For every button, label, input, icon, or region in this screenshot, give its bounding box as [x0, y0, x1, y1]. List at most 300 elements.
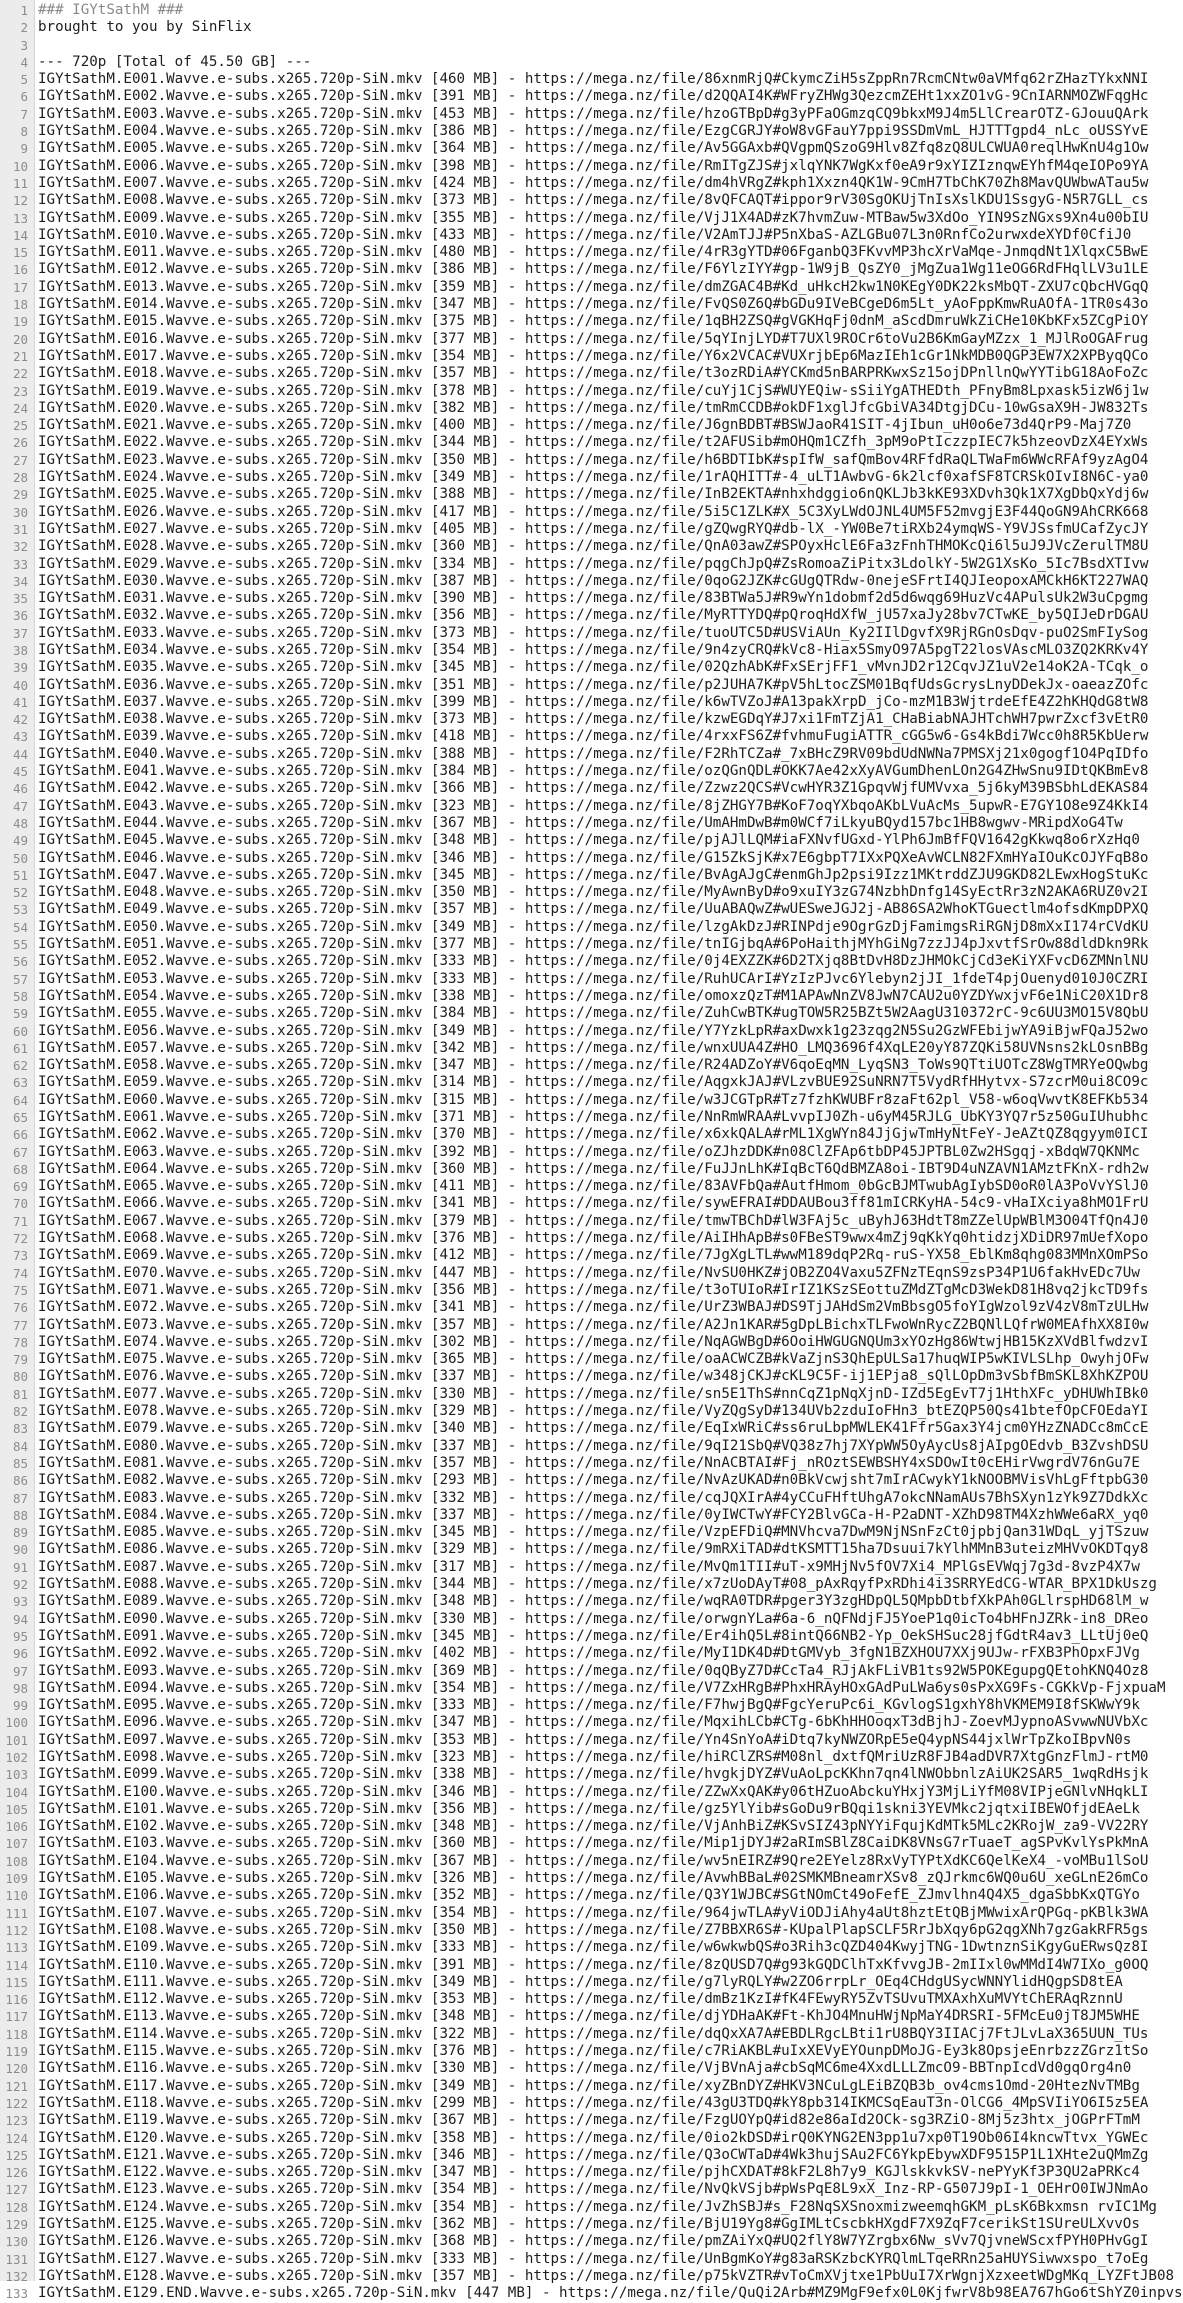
- text-line[interactable]: [0, 1472, 1173, 1489]
- text-line[interactable]: [0, 2268, 1173, 2285]
- line-text[interactable]: IGYtSathM.E014.Wavve.e-subs.x265.720p-SiN.mkv [347 MB] - https://mega.nz/file/FvQS0Z6Q#bGDu9IVeBCgeD6m5Lt_yAoFppKmwRuAOfA-1TR0s43o: [38, 296, 1149, 313]
- text-line[interactable]: [0, 1490, 1173, 1507]
- text-line[interactable]: [0, 2164, 1173, 2181]
- line-number: 111: [5, 1905, 28, 1921]
- text-line[interactable]: [0, 210, 1173, 227]
- text-line[interactable]: [0, 175, 1173, 192]
- text-line[interactable]: [0, 1195, 1173, 1212]
- text-line[interactable]: [0, 1835, 1173, 1852]
- text-line[interactable]: [0, 1265, 1173, 1282]
- text-line[interactable]: [0, 383, 1173, 400]
- line-text[interactable]: IGYtSathM.E120.Wavve.e-subs.x265.720p-SiN.mkv [358 MB] - https://mega.nz/file/0io2kDSD#irQ0KYNG2EN3pp1u7xp0T19Ob06I4kncwTtvx_YGWEc: [38, 2129, 1149, 2146]
- text-line[interactable]: [0, 417, 1173, 434]
- line-text[interactable]: IGYtSathM.E006.Wavve.e-subs.x265.720p-SiN.mkv [398 MB] - https://mega.nz/file/RmITgZJS#jxlqYNK7WgKxf0eA9r9xYIZIznqwEYhfM4qeIOPo9YA: [38, 157, 1149, 174]
- line-text[interactable]: IGYtSathM.E052.Wavve.e-subs.x265.720p-SiN.mkv [333 MB] - https://mega.nz/file/0j4EXZZK#6D2TXjq8BtDvH8DzJHMOkCjCd3eKiYXFvcD6ZMNnlNU: [38, 953, 1149, 970]
- line-text[interactable]: IGYtSathM.E119.Wavve.e-subs.x265.720p-SiN.mkv [367 MB] - https://mega.nz/file/FzgUOYpQ#id82e86aId2OCk-sg3RZiO-8Mj5z3htx_jOGPrFTmM: [38, 2112, 1140, 2129]
- text-line[interactable]: [0, 607, 1173, 624]
- line-number: 13: [12, 210, 28, 226]
- line-text[interactable]: IGYtSathM.E127.Wavve.e-subs.x265.720p-SiN.mkv [333 MB] - https://mega.nz/file/UnBgmKoY#g83aRSKzbcKYRQlmLTqeRRn25aHUYSiwwxspo_t7oEg: [38, 2250, 1149, 2267]
- text-line[interactable]: [0, 2216, 1173, 2233]
- text-line[interactable]: [0, 901, 1173, 918]
- line-text[interactable]: IGYtSathM.E049.Wavve.e-subs.x265.720p-SiN.mkv [357 MB] - https://mega.nz/file/UuABAQwZ#wUESweJGJ2j-AB86SA2WhoKTGuectlm4ofsdKmpDPXQ: [38, 901, 1149, 918]
- line-text[interactable]: IGYtSathM.E058.Wavve.e-subs.x265.720p-SiN.mkv [347 MB] - https://mega.nz/file/R24ADZoY#V6qoEqMN_LyqSN3_ToWs9QTtiUOTcZ8WgTMRYeOQwbg: [38, 1057, 1149, 1074]
- text-line[interactable]: [0, 1870, 1173, 1887]
- line-number: 42: [12, 712, 28, 728]
- line-number: 25: [12, 418, 28, 434]
- line-text[interactable]: IGYtSathM.E104.Wavve.e-subs.x265.720p-SiN.mkv [367 MB] - https://mega.nz/file/wv5nEIRZ#9Qre2EYelz8RxVyTYPtXdKC6QelKeX4_-voMBu1lSoU: [38, 1852, 1149, 1869]
- line-text[interactable]: IGYtSathM.E037.Wavve.e-subs.x265.720p-SiN.mkv [399 MB] - https://mega.nz/file/k6wTVZoJ#A13pakXrpD_jCo-mzM1B3WjtrdeEfE4Z2hKHQdG8tW8: [38, 693, 1149, 710]
- line-text[interactable]: IGYtSathM.E043.Wavve.e-subs.x265.720p-SiN.mkv [323 MB] - https://mega.nz/file/8jZHGY7B#KoF7oqYXbqoAKbLVuAcMs_5upwR-E7GY1O8e9Z4KkI4: [38, 797, 1149, 814]
- line-text[interactable]: IGYtSathM.E121.Wavve.e-subs.x265.720p-SiN.mkv [346 MB] - https://mega.nz/file/Q3oCWTaD#4Wk3hujSAu2FC6YkpEbywXDF9515P1L1XHte2uQMmZg: [38, 2146, 1149, 2163]
- line-text[interactable]: IGYtSathM.E056.Wavve.e-subs.x265.720p-SiN.mkv [349 MB] - https://mega.nz/file/Y7YzkLpR#axDwxk1g23zqg2N5Su2GzWFEbijwYA9iBjwFQaJ52wo: [38, 1022, 1149, 1039]
- text-line[interactable]: [0, 832, 1173, 849]
- line-number: 58: [12, 988, 28, 1004]
- line-text[interactable]: IGYtSathM.E053.Wavve.e-subs.x265.720p-SiN.mkv [333 MB] - https://mega.nz/file/RuhUCArI#YzIzPJvc6Ylebyn2jJI_1fdeT4pjOuenyd010J0CZRI: [38, 970, 1149, 987]
- text-line[interactable]: [0, 2112, 1173, 2129]
- text-line[interactable]: [0, 988, 1173, 1005]
- line-text[interactable]: IGYtSathM.E022.Wavve.e-subs.x265.720p-SiN.mkv [344 MB] - https://mega.nz/file/t2AFUSib#mOHQm1CZfh_3pM9oPtIczzpIEC7k5hzeovDzX4EYxWs: [38, 434, 1149, 451]
- line-number: 121: [5, 2078, 28, 2094]
- line-text[interactable]: IGYtSathM.E013.Wavve.e-subs.x265.720p-SiN.mkv [359 MB] - https://mega.nz/file/dmZGAC4B#Kd_uHkcH2kw1N0KEgY0DK22ksMbQT-ZXU7cQbcHVGqQ: [38, 278, 1149, 295]
- line-text[interactable]: IGYtSathM.E017.Wavve.e-subs.x265.720p-SiN.mkv [354 MB] - https://mega.nz/file/Y6x2VCAC#VUXrjbEp6MazIEh1cGr1NkMDB0QGP3EW7X2XPByqQCo: [38, 347, 1149, 364]
- line-text[interactable]: IGYtSathM.E129.END.Wavve.e-subs.x265.720p-SiN.mkv [447 MB] - https://mega.nz/file/QuQi2Arb#MZ9MgF9efx0L0KjfwrV8b98EA767hGo6tShYZ0inpvs: [38, 2285, 1183, 2302]
- text-line[interactable]: [0, 1541, 1173, 1558]
- line-text[interactable]: IGYtSathM.E073.Wavve.e-subs.x265.720p-SiN.mkv [357 MB] - https://mega.nz/file/A2Jn1KAR#5gDpLBichxTLFwoWnRycZ2BQNlLQfrW0MEAfhXX8I0w: [38, 1316, 1149, 1333]
- text-line[interactable]: [0, 1714, 1173, 1731]
- line-text[interactable]: IGYtSathM.E051.Wavve.e-subs.x265.720p-SiN.mkv [377 MB] - https://mega.nz/file/tnIGjbqA#6PoHaithjMYhGiNg7zzJJ4pJxvtfSrOw88dldDkn9Rk: [38, 936, 1149, 953]
- text-line[interactable]: [0, 123, 1173, 140]
- text-line[interactable]: [0, 538, 1173, 555]
- line-text[interactable]: IGYtSathM.E089.Wavve.e-subs.x265.720p-SiN.mkv [348 MB] - https://mega.nz/file/wqRA0TDR#pger3Y3zgHDpQL5QMpbDtbfXkPAh0GLlrspHD68lM_w: [38, 1593, 1149, 1610]
- line-text[interactable]: IGYtSathM.E011.Wavve.e-subs.x265.720p-SiN.mkv [480 MB] - https://mega.nz/file/4rR3gYTD#06FganbQ3FKvvMP3hcXrVaMqe-JnmqdNt1XlqxC5BwE: [38, 244, 1149, 261]
- line-text[interactable]: IGYtSathM.E045.Wavve.e-subs.x265.720p-SiN.mkv [348 MB] - https://mega.nz/file/pjAJlLQM#iaFXNvfUGxd-YlPh6JmBfFQV1642gKkwq8o6rXzHq0: [38, 832, 1140, 849]
- text-line[interactable]: [0, 348, 1173, 365]
- text-line[interactable]: [0, 625, 1173, 642]
- line-text[interactable]: IGYtSathM.E039.Wavve.e-subs.x265.720p-SiN.mkv [418 MB] - https://mega.nz/file/4rxxFS6Z#fvhmuFugiATTR_cGG5w6-Gs4kBdi7Wcc0h8R5KbUerw: [38, 728, 1149, 745]
- line-number: 19: [12, 314, 28, 330]
- line-text[interactable]: IGYtSathM.E067.Wavve.e-subs.x265.720p-SiN.mkv [379 MB] - https://mega.nz/file/tmwTBChD#lW3FAj5c_uByhJ63HdtT8mZZelUpWBlM3O04TfQn4J0: [38, 1212, 1149, 1229]
- line-text[interactable]: IGYtSathM.E091.Wavve.e-subs.x265.720p-SiN.mkv [345 MB] - https://mega.nz/file/Er4ihQ5L#8intQ66NB2-Yp_OekSHSuc28jfGdtR4av3_LLtUj0eQ: [38, 1627, 1149, 1644]
- text-line[interactable]: [0, 2043, 1173, 2060]
- line-text[interactable]: IGYtSathM.E110.Wavve.e-subs.x265.720p-SiN.mkv [391 MB] - https://mega.nz/file/8zQUSD7Q#g93kGQDClhTxKfvvgJB-2mIIxl0wMMdI4W7IXo_g0OQ: [38, 1956, 1149, 1973]
- text-line[interactable]: [0, 1887, 1173, 1904]
- line-number: 133: [5, 2286, 28, 2302]
- text-line[interactable]: [0, 1005, 1173, 1022]
- line-number: 106: [5, 1819, 28, 1835]
- text-line[interactable]: [0, 1611, 1173, 1628]
- line-number: 3: [20, 37, 28, 53]
- line-text[interactable]: IGYtSathM.E087.Wavve.e-subs.x265.720p-SiN.mkv [317 MB] - https://mega.nz/file/MvQm1TII#uT-x9MHjNv5fOV7Xi4_MPlGsEVWqj7g3d-8vzP4X7w: [38, 1558, 1140, 1575]
- text-line[interactable]: [0, 434, 1173, 451]
- line-text[interactable]: IGYtSathM.E060.Wavve.e-subs.x265.720p-SiN.mkv [315 MB] - https://mega.nz/file/w3JCGTpR#Tz7fzhKWUBFr8zaFt62pl_V58-w6oqVwvtK8EFKb534: [38, 1091, 1149, 1108]
- text-line[interactable]: [0, 2, 1173, 19]
- line-text[interactable]: IGYtSathM.E033.Wavve.e-subs.x265.720p-SiN.mkv [373 MB] - https://mega.nz/file/tuoUTC5D#USViAUn_Ky2IIlDgvfX9RjRGnOsDqv-puO2SmFIySog: [38, 624, 1149, 641]
- line-text[interactable]: IGYtSathM.E001.Wavve.e-subs.x265.720p-SiN.mkv [460 MB] - https://mega.nz/file/86xnmRjQ#CkymcZiH5sZppRn7RcmCNtw0aVMfq62rZHazTYkxNNI: [38, 71, 1149, 88]
- line-text[interactable]: IGYtSathM.E099.Wavve.e-subs.x265.720p-SiN.mkv [338 MB] - https://mega.nz/file/hvgkjDYZ#VuAoLpcKKhn7qn4lNWObbnlzAiUK2SAR5_1wqRdHsjk: [38, 1766, 1149, 1783]
- line-text[interactable]: IGYtSathM.E064.Wavve.e-subs.x265.720p-SiN.mkv [360 MB] - https://mega.nz/file/FuJJnLhK#IqBcT6QdBMZA8oi-IBT9D4uNZAVN1AMztFKnX-rdh2w: [38, 1160, 1149, 1177]
- text-line[interactable]: [0, 850, 1173, 867]
- line-text[interactable]: IGYtSathM.E008.Wavve.e-subs.x265.720p-SiN.mkv [373 MB] - https://mega.nz/file/8vQFCAQT#ippor9rV30SgOKUjTnIsXslKDU1SsgyG-N5R7GLL_cs: [38, 192, 1149, 209]
- line-text[interactable]: IGYtSathM.E079.Wavve.e-subs.x265.720p-SiN.mkv [340 MB] - https://mega.nz/file/EqIxWRiC#ss6ruLbpMWLEK41Ffr5Gax3Y4jcm0YHzZNADCc8mCcE: [38, 1420, 1149, 1437]
- line-number: 8: [20, 124, 28, 140]
- line-text[interactable]: IGYtSathM.E126.Wavve.e-subs.x265.720p-SiN.mkv [368 MB] - https://mega.nz/file/pmZAiYxQ#UQ2flY8W7YZrgbx6Nw_sVv7QjvneWScxfPYH0PHvGgI: [38, 2233, 1149, 2250]
- text-line[interactable]: [0, 746, 1173, 763]
- text-line[interactable]: [0, 279, 1173, 296]
- text-line[interactable]: [0, 244, 1173, 261]
- text-line[interactable]: [0, 659, 1173, 676]
- line-text[interactable]: IGYtSathM.E068.Wavve.e-subs.x265.720p-SiN.mkv [376 MB] - https://mega.nz/file/AiIHhApB#s0FBeST9wwx4mZj9qKkYq0htidzjXDiDR97mUefXopo: [38, 1230, 1149, 1247]
- line-number: 27: [12, 452, 28, 468]
- text-line[interactable]: [0, 365, 1173, 382]
- text-line[interactable]: [0, 1576, 1173, 1593]
- text-line[interactable]: [0, 953, 1173, 970]
- text-line[interactable]: [0, 1057, 1173, 1074]
- line-text[interactable]: IGYtSathM.E069.Wavve.e-subs.x265.720p-SiN.mkv [412 MB] - https://mega.nz/file/7JgXgLTL#wwM189dqP2Rq-ruS-YX58_EblKm8qhg083MMnXOmPSo: [38, 1247, 1149, 1264]
- text-line[interactable]: [0, 140, 1173, 157]
- text-line[interactable]: [0, 1991, 1173, 2008]
- line-text[interactable]: IGYtSathM.E034.Wavve.e-subs.x265.720p-SiN.mkv [354 MB] - https://mega.nz/file/9n4zyCRQ#kVc8-Hiax5SmyO97A5pgT22losVAscMLO3ZQ2KRKv4Y: [38, 641, 1149, 658]
- text-line[interactable]: [0, 19, 1173, 36]
- text-line[interactable]: [0, 521, 1173, 538]
- text-line[interactable]: [0, 1161, 1173, 1178]
- text-line[interactable]: [0, 106, 1173, 123]
- text-line[interactable]: [0, 573, 1173, 590]
- line-text[interactable]: IGYtSathM.E061.Wavve.e-subs.x265.720p-SiN.mkv [371 MB] - https://mega.nz/file/NnRmWRAA#LvvpIJ0Zh-u6yM45RJLG_UbKY3YQ7r5z50GuIUhubhc: [38, 1109, 1149, 1125]
- text-line[interactable]: [0, 1645, 1173, 1662]
- text-line[interactable]: [0, 331, 1173, 348]
- line-text[interactable]: IGYtSathM.E062.Wavve.e-subs.x265.720p-SiN.mkv [370 MB] - https://mega.nz/file/x6xkQALA#rML1XgWYn84JjGjwTmHyNtFeY-JeAZtQZ8qgyym0ICI: [38, 1126, 1149, 1143]
- text-line[interactable]: [0, 556, 1173, 573]
- line-text[interactable]: IGYtSathM.E078.Wavve.e-subs.x265.720p-SiN.mkv [329 MB] - https://mega.nz/file/VyZQgSyD#134UVb2zduIoFHn3_btEZQP50Qs41btefOpCFOEdaYI: [38, 1403, 1149, 1420]
- line-text[interactable]: IGYtSathM.E023.Wavve.e-subs.x265.720p-SiN.mkv [350 MB] - https://mega.nz/file/h6BDTIbK#spIfW_safQmBov4RFfdRaQLTWaFm6WWcRFAf9yzAgO4: [38, 451, 1149, 468]
- line-text[interactable]: IGYtSathM.E109.Wavve.e-subs.x265.720p-SiN.mkv [333 MB] - https://mega.nz/file/w6wkwbQS#o3Rih3cQZD404KwyjTNG-1DwtnznSiKgyGuERwsQz8I: [38, 1939, 1149, 1956]
- text-line[interactable]: [0, 1455, 1173, 1472]
- line-text[interactable]: IGYtSathM.E002.Wavve.e-subs.x265.720p-SiN.mkv [391 MB] - https://mega.nz/file/d2QQAI4K#WFryZHWg3QezcmZEHt1xxZO1vG-9CnIARNMOZWFqgHc: [38, 88, 1149, 105]
- line-text[interactable]: IGYtSathM.E054.Wavve.e-subs.x265.720p-SiN.mkv [338 MB] - https://mega.nz/file/omoxzQzT#M1APAwNnZV8JwN7CAU2u0YZDYwxjvF6e1NiC20X1Dr8: [38, 987, 1149, 1004]
- text-line[interactable]: [0, 1109, 1173, 1126]
- line-number: 35: [12, 591, 28, 607]
- text-line[interactable]: [0, 884, 1173, 901]
- text-line[interactable]: [0, 1178, 1173, 1195]
- text-line[interactable]: [0, 815, 1173, 832]
- text-line[interactable]: [0, 486, 1173, 503]
- line-text[interactable]: IGYtSathM.E112.Wavve.e-subs.x265.720p-SiN.mkv [353 MB] - https://mega.nz/file/dmBz1KzI#fK4FEwyRY5ZvTSUvuTMXAxhXuMVYtChERAqRznnU: [38, 1991, 1123, 2008]
- line-text[interactable]: IGYtSathM.E007.Wavve.e-subs.x265.720p-SiN.mkv [424 MB] - https://mega.nz/file/dm4hVRgZ#kph1Xxzn4QK1W-9CmH7TbChK70Zh8MavQUWbwATau5w: [38, 174, 1149, 191]
- line-text[interactable]: --- 720p [Total of 45.50 GB] ---: [38, 53, 312, 70]
- line-text[interactable]: IGYtSathM.E047.Wavve.e-subs.x265.720p-SiN.mkv [345 MB] - https://mega.nz/file/BvAgAJgC#enmGhJp2psi9Izz1MKtrddZJU9GKD82LEwxHogStuKc: [38, 866, 1149, 883]
- line-number: 89: [12, 1525, 28, 1541]
- line-text[interactable]: IGYtSathM.E111.Wavve.e-subs.x265.720p-SiN.mkv [349 MB] - https://mega.nz/file/g7lyRQLY#w2ZO6rrpLr_OEq4CHdgUSycWNNYlidHQgpSD8tEA: [38, 1973, 1123, 1990]
- text-line[interactable]: [0, 1524, 1173, 1541]
- line-text[interactable]: IGYtSathM.E041.Wavve.e-subs.x265.720p-SiN.mkv [384 MB] - https://mega.nz/file/ozQGnQDL#OKK7Ae42xXyAVGumDhenLOn2G4ZHwSnu9IDtQKBmEv8: [38, 763, 1149, 780]
- text-line[interactable]: [0, 1680, 1173, 1697]
- line-text[interactable]: IGYtSathM.E009.Wavve.e-subs.x265.720p-SiN.mkv [355 MB] - https://mega.nz/file/VjJ1X4AD#zK7hvmZuw-MTBaw5w3XdOo_YIN9SzNGxs9Xn4u00bIU: [38, 209, 1149, 226]
- line-text[interactable]: IGYtSathM.E117.Wavve.e-subs.x265.720p-SiN.mkv [349 MB] - https://mega.nz/file/xyZBnDYZ#HKV3NCuLgLEiBZQB3b_ov4cms1Omd-20HtezNvTMBg: [38, 2077, 1140, 2094]
- line-text[interactable]: IGYtSathM.E080.Wavve.e-subs.x265.720p-SiN.mkv [337 MB] - https://mega.nz/file/9qI21SbQ#VQ38z7hj7XYpWW5OyAycUs8jAIpgOEdvb_B3ZvshDSU: [38, 1437, 1149, 1454]
- line-text[interactable]: IGYtSathM.E123.Wavve.e-subs.x265.720p-SiN.mkv [354 MB] - https://mega.nz/file/NvQkVSjb#pWsPqE8L9xX_Inz-RP-G507J9pI-1_OEHrO0IWJNmAo: [38, 2181, 1149, 2198]
- line-text[interactable]: IGYtSathM.E015.Wavve.e-subs.x265.720p-SiN.mkv [375 MB] - https://mega.nz/file/1qBH2ZSQ#gVGKHqFj0dnM_aScdDmruWkZiCHe10KbKFx5ZCgPiOY: [38, 313, 1149, 330]
- text-line[interactable]: [0, 1092, 1173, 1109]
- text-line[interactable]: [0, 1420, 1173, 1437]
- line-text[interactable]: IGYtSathM.E090.Wavve.e-subs.x265.720p-SiN.mkv [330 MB] - https://mega.nz/file/orwgnYLa#6a-6_nQFNdjFJ5YoeP1q0icTo4bHFnJZRk-in8_DReo: [38, 1610, 1149, 1627]
- text-line[interactable]: [0, 227, 1173, 244]
- line-text[interactable]: IGYtSathM.E059.Wavve.e-subs.x265.720p-SiN.mkv [314 MB] - https://mega.nz/file/AqgxkJAJ#VLzvBUE92SuNRN7T5VydRfHHytvx-S7zcrM0ui8CO9c: [38, 1074, 1149, 1091]
- text-line[interactable]: [0, 2147, 1173, 2164]
- text-line[interactable]: [0, 2251, 1173, 2268]
- text-line[interactable]: [0, 867, 1173, 884]
- line-text[interactable]: IGYtSathM.E028.Wavve.e-subs.x265.720p-SiN.mkv [360 MB] - https://mega.nz/file/QnA03awZ#SPOyxHclE6Fa3zFnhTHMOKcQi6l5uJ9JVcZerulTM8U: [38, 538, 1149, 555]
- text-line[interactable]: [0, 1853, 1173, 1870]
- text-line[interactable]: [0, 1939, 1173, 1956]
- text-line[interactable]: [0, 971, 1173, 988]
- line-text[interactable]: IGYtSathM.E108.Wavve.e-subs.x265.720p-SiN.mkv [350 MB] - https://mega.nz/file/Z7BBXR6S#-KUpalPlapSCLF5RrJbXqy6pG2qgXNh7gzGakRFR5gs: [38, 1921, 1149, 1938]
- line-text[interactable]: IGYtSathM.E102.Wavve.e-subs.x265.720p-SiN.mkv [348 MB] - https://mega.nz/file/VjAnhBiZ#KSvSIZ43pNYYiFqujKdMTk5MLc2KRojW_za9-VV22RY: [38, 1818, 1149, 1835]
- text-line[interactable]: [0, 2026, 1173, 2043]
- text-line[interactable]: [0, 590, 1173, 607]
- line-text[interactable]: IGYtSathM.E025.Wavve.e-subs.x265.720p-SiN.mkv [388 MB] - https://mega.nz/file/InB2EKTA#nhxhdggio6nQKLJb3kKE93XDvh3Qk1X7XgDbQxYdj6w: [38, 486, 1149, 503]
- line-number: 92: [12, 1577, 28, 1593]
- text-line[interactable]: [0, 2008, 1173, 2025]
- line-text[interactable]: IGYtSathM.E074.Wavve.e-subs.x265.720p-SiN.mkv [302 MB] - https://mega.nz/file/NqAGWBgD#6OoiHWGUGNQUm3xYOzHg86WtwjHB15KzXVdBlfwdzvI: [38, 1333, 1149, 1350]
- line-text[interactable]: IGYtSathM.E095.Wavve.e-subs.x265.720p-SiN.mkv [333 MB] - https://mega.nz/file/F7hwjBgQ#FgcYeruPc6i_KGvlogS1gxhY8hVKMEM9I8fSKWwY9k: [38, 1697, 1140, 1714]
- line-number: 120: [5, 2061, 28, 2077]
- line-text[interactable]: IGYtSathM.E032.Wavve.e-subs.x265.720p-SiN.mkv [356 MB] - https://mega.nz/file/MyRTTYDQ#pQroqHdXfW_jU57xaJy28bv7CTwKE_by5QIJeDrDGAU: [38, 607, 1149, 624]
- text-line[interactable]: [0, 677, 1173, 694]
- line-text[interactable]: IGYtSathM.E029.Wavve.e-subs.x265.720p-SiN.mkv [334 MB] - https://mega.nz/file/pqgChJpQ#ZsRomoaZiPitx3LdolkY-5W2G1XsKo_5Ic7BsdXTIvw: [38, 555, 1149, 572]
- line-text[interactable]: IGYtSathM.E084.Wavve.e-subs.x265.720p-SiN.mkv [337 MB] - https://mega.nz/file/0yIWCTwY#FCY2BlvGCa-H-P2aDNT-XZhD98TM4XzhWWe6aRX_yq0: [38, 1506, 1149, 1523]
- text-line[interactable]: [0, 469, 1173, 486]
- text-line[interactable]: [0, 1144, 1173, 1161]
- line-text[interactable]: IGYtSathM.E107.Wavve.e-subs.x265.720p-SiN.mkv [354 MB] - https://mega.nz/file/964jwTLA#yViODJiAhy4aUt8hztEtQBjMWwixArQPGq-pKBlk3WA: [38, 1904, 1149, 1921]
- text-line[interactable]: [0, 711, 1173, 728]
- text-line[interactable]: [0, 1074, 1173, 1091]
- line-text[interactable]: IGYtSathM.E046.Wavve.e-subs.x265.720p-SiN.mkv [346 MB] - https://mega.nz/file/G15ZkSjK#x7E6gbpT7IXxPQXeAvWCLN82FXmHYaIOuKcOJYFqB8o: [38, 849, 1149, 866]
- line-text[interactable]: IGYtSathM.E096.Wavve.e-subs.x265.720p-SiN.mkv [347 MB] - https://mega.nz/file/MqxihLCb#CTg-6bKhHHOoqxT3dBjhJ-ZoevMJypnoASvwwNUVbXc: [38, 1714, 1149, 1731]
- text-line[interactable]: [0, 1766, 1173, 1783]
- line-text[interactable]: IGYtSathM.E042.Wavve.e-subs.x265.720p-SiN.mkv [366 MB] - https://mega.nz/file/Zzwz2QCS#VcwHYR3Z1GpqvWjfUMVvxa_5j6kyM39BSbhLdEKAS84: [38, 780, 1149, 797]
- line-text[interactable]: IGYtSathM.E010.Wavve.e-subs.x265.720p-SiN.mkv [433 MB] - https://mega.nz/file/V2AmTJJ#P5nXbaS-AZLGBu07L3n0RnfCo2urwxdeXYDf0CfiJ0: [38, 226, 1132, 243]
- text-line[interactable]: [0, 1559, 1173, 1576]
- line-text[interactable]: IGYtSathM.E100.Wavve.e-subs.x265.720p-SiN.mkv [346 MB] - https://mega.nz/file/ZZwXxQAK#y06tHZuoAbckuYHxjY3MjLiYfM08VIPjeGNlvNHqkLI: [38, 1783, 1149, 1800]
- line-text[interactable]: IGYtSathM.E101.Wavve.e-subs.x265.720p-SiN.mkv [356 MB] - https://mega.nz/file/gz5YlYib#sGoDu9rBQqi1skni3YEVMkc2jqtxiIBEWOfjdEAeLk: [38, 1800, 1140, 1817]
- text-line[interactable]: [0, 1801, 1173, 1818]
- line-text[interactable]: IGYtSathM.E115.Wavve.e-subs.x265.720p-SiN.mkv [376 MB] - https://mega.nz/file/c7RiAKBL#uIxXEVyEYOunpDMoJG-Ey3k8OpsjeEnrbzzZGrz1tSo: [38, 2043, 1149, 2060]
- line-text[interactable]: IGYtSathM.E083.Wavve.e-subs.x265.720p-SiN.mkv [332 MB] - https://mega.nz/file/cqJQXIrA#4yCCuFHftUhgA7okcNNamAUs7BhSXyn1zYk9Z7DdkXc: [38, 1489, 1149, 1506]
- line-number: 55: [12, 937, 28, 953]
- line-number: 62: [12, 1058, 28, 1074]
- text-line[interactable]: [0, 1334, 1173, 1351]
- text-line[interactable]: [0, 1905, 1173, 1922]
- line-text[interactable]: IGYtSathM.E019.Wavve.e-subs.x265.720p-SiN.mkv [378 MB] - https://mega.nz/file/cuYj1CjS#WUYEQiw-sSiiYgATHEDth_PFnyBm8Lpxask5izW6j1w: [38, 382, 1149, 399]
- text-line[interactable]: [0, 1386, 1173, 1403]
- text-line[interactable]: [0, 2130, 1173, 2147]
- text-line[interactable]: [0, 780, 1173, 797]
- line-text[interactable]: IGYtSathM.E076.Wavve.e-subs.x265.720p-SiN.mkv [337 MB] - https://mega.nz/file/w348jCKJ#cKL9C5F-ij1EPja8_sQlLOpDm3vSbfBmSKL8XhKZPOU: [38, 1368, 1149, 1385]
- text-line[interactable]: [0, 1403, 1173, 1420]
- line-text[interactable]: IGYtSathM.E122.Wavve.e-subs.x265.720p-SiN.mkv [347 MB] - https://mega.nz/file/pjhCXDAT#8kF2L8h7y9_KGJlskkvkSV-nePYyKf3P3QU2aPRKc4: [38, 2164, 1140, 2181]
- text-line[interactable]: [0, 88, 1173, 105]
- text-line[interactable]: [0, 798, 1173, 815]
- text-line[interactable]: [0, 1818, 1173, 1835]
- line-text[interactable]: IGYtSathM.E024.Wavve.e-subs.x265.720p-SiN.mkv [349 MB] - https://mega.nz/file/1rAQHITT#-4_uLT1AwbvG-6k2lcf0xafSF8TCRSkOIvI8N6C-ya0: [38, 469, 1149, 486]
- line-text[interactable]: IGYtSathM.E040.Wavve.e-subs.x265.720p-SiN.mkv [388 MB] - https://mega.nz/file/F2RhTCZa#_7xBHcZ9RV09bdUdNWNa7PMSXj21x0gogf1O4PqIDfo: [38, 745, 1149, 762]
- line-text[interactable]: IGYtSathM.E092.Wavve.e-subs.x265.720p-SiN.mkv [402 MB] - https://mega.nz/file/MyI1DK4D#DtGMVyb_3fgN1BZXHOU7XXj9UJw-rFXB3PhOpxFJVg: [38, 1645, 1140, 1662]
- line-text[interactable]: [34, 37, 1173, 54]
- line-text[interactable]: IGYtSathM.E031.Wavve.e-subs.x265.720p-SiN.mkv [390 MB] - https://mega.nz/file/83BTWa5J#R9wYn1dobmf2d5d6wqg69HuzVc4APulsUk2W3uCpgmg: [38, 590, 1149, 607]
- line-text[interactable]: brought to you by SinFlix: [38, 19, 252, 36]
- line-text[interactable]: IGYtSathM.E020.Wavve.e-subs.x265.720p-SiN.mkv [382 MB] - https://mega.nz/file/tmRmCCDB#okDF1xglJfcGbiVA34DtgjDCu-10wGsaX9H-JW832Ts: [38, 399, 1149, 416]
- line-text[interactable]: IGYtSathM.E075.Wavve.e-subs.x265.720p-SiN.mkv [365 MB] - https://mega.nz/file/oaACWCZB#kVaZjnS3QhEpULSa17huqWIP5wKIVLSLhp_OwyhjOFw: [38, 1351, 1149, 1368]
- line-text[interactable]: IGYtSathM.E098.Wavve.e-subs.x265.720p-SiN.mkv [323 MB] - https://mega.nz/file/hiRClZRS#M08nl_dxtfQMriUzR8FJB4adDVR7XtgGnzFlmJ-rtM0: [38, 1748, 1149, 1765]
- text-line[interactable]: [0, 1507, 1173, 1524]
- text-line[interactable]: [0, 504, 1173, 521]
- line-number: 52: [12, 885, 28, 901]
- line-text[interactable]: IGYtSathM.E077.Wavve.e-subs.x265.720p-SiN.mkv [330 MB] - https://mega.nz/file/sn5E1ThS#nnCqZ1pNqXjnD-IZd5EgEvT7j1HthXFc_yDHUWhIBk0: [38, 1385, 1149, 1402]
- line-number: 53: [12, 902, 28, 918]
- text-line[interactable]: [0, 1247, 1173, 1264]
- line-number: 82: [12, 1404, 28, 1420]
- line-text[interactable]: IGYtSathM.E105.Wavve.e-subs.x265.720p-SiN.mkv [326 MB] - https://mega.nz/file/AvwhBBaL#02SMKMBneamrXSv8_zQJrkmc6WQ0u6U_xeGLnE26mCo: [38, 1870, 1149, 1887]
- line-number: 44: [12, 746, 28, 762]
- line-text[interactable]: IGYtSathM.E097.Wavve.e-subs.x265.720p-SiN.mkv [353 MB] - https://mega.nz/file/Yn4SnYoA#iDtq7kyNWZORpE5eQ4ypNS44jxlWrTpZkoIBpvN0s: [38, 1731, 1132, 1748]
- line-text[interactable]: IGYtSathM.E050.Wavve.e-subs.x265.720p-SiN.mkv [349 MB] - https://mega.nz/file/lzgAkDzJ#RINPdje9OgrGzDjFamimgsRiRGNjD8mXxI174rCVdKU: [38, 918, 1149, 935]
- text-line[interactable]: [0, 452, 1173, 469]
- text-line[interactable]: [0, 1784, 1173, 1801]
- line-text[interactable]: IGYtSathM.E035.Wavve.e-subs.x265.720p-SiN.mkv [345 MB] - https://mega.nz/file/02QzhAbK#FxSErjFF1_vMvnJD2r12CqvJZ1uV2e14oK2A-TCqk_o: [38, 659, 1149, 676]
- text-line[interactable]: [0, 1023, 1173, 1040]
- line-text[interactable]: IGYtSathM.E021.Wavve.e-subs.x265.720p-SiN.mkv [400 MB] - https://mega.nz/file/J6gnBDBT#BSWJaoR41SIT-4jIbun_uH0o6e73d4QrP9-Maj7Z0: [38, 417, 1132, 434]
- line-text[interactable]: IGYtSathM.E094.Wavve.e-subs.x265.720p-SiN.mkv [354 MB] - https://mega.nz/file/V7ZxHRgB#PhxHRAyHOxGAdPuLWa6ys0sPxXG9Fs-CGKkVp-FjxpuaM: [38, 1679, 1166, 1696]
- line-text[interactable]: IGYtSathM.E012.Wavve.e-subs.x265.720p-SiN.mkv [386 MB] - https://mega.nz/file/F6YlzIYY#gp-1W9jB_QsZY0_jMgZua1Wg11eOG6RdFHqlLV3u1LE: [38, 261, 1149, 278]
- line-text[interactable]: IGYtSathM.E044.Wavve.e-subs.x265.720p-SiN.mkv [367 MB] - https://mega.nz/file/UmAHmDwB#m0WCf7iLkyuBQyd157bc1HB8wgwv-MRipdXoG4Tw: [38, 814, 1123, 831]
- text-line[interactable]: [0, 400, 1173, 417]
- line-text[interactable]: IGYtSathM.E124.Wavve.e-subs.x265.720p-SiN.mkv [354 MB] - https://mega.nz/file/JvZhSBJ#s_F28NqSXSnoxmizweemqhGKM_pLsK6Bkxmsn rvIC1Mg: [38, 2198, 1157, 2215]
- line-text[interactable]: IGYtSathM.E081.Wavve.e-subs.x265.720p-SiN.mkv [357 MB] - https://mega.nz/file/NnACBTAI#Fj_nROztSEWBSHY4xSDOwIt0cEHirVwgrdV76nGu7E: [38, 1454, 1140, 1471]
- line-text[interactable]: IGYtSathM.E030.Wavve.e-subs.x265.720p-SiN.mkv [387 MB] - https://mega.nz/file/0qoG2JZK#cGUgQTRdw-0nejeSFrtI4QJIeopoxAMCkH6KT227WAQ: [38, 572, 1149, 589]
- line-text[interactable]: IGYtSathM.E016.Wavve.e-subs.x265.720p-SiN.mkv [377 MB] - https://mega.nz/file/5qYInjLYD#T7UXl9ROCr6toVu2B6KmGayMZzx_1_MJlRoOGAFrug: [38, 330, 1149, 347]
- text-line[interactable]: [0, 1126, 1173, 1143]
- text-line[interactable]: [0, 1628, 1173, 1645]
- line-number: 17: [12, 279, 28, 295]
- line-text[interactable]: IGYtSathM.E004.Wavve.e-subs.x265.720p-SiN.mkv [386 MB] - https://mega.nz/file/EzgCGRJY#oW8vGFauY7ppi9SSDmVmL_HJTTTgpd4_nLc_oUSSYvE: [38, 123, 1149, 140]
- line-text[interactable]: ### IGYtSathM ###: [38, 2, 184, 18]
- text-line[interactable]: [0, 192, 1173, 209]
- line-text[interactable]: IGYtSathM.E086.Wavve.e-subs.x265.720p-SiN.mkv [329 MB] - https://mega.nz/file/9mRXiTAD#dtKSMTT15ha7Dsuui7kYlhMMnB3uteizMHVvOKDTqy8: [38, 1541, 1149, 1558]
- text-line[interactable]: [0, 1282, 1173, 1299]
- text-line[interactable]: [0, 2060, 1173, 2077]
- text-line[interactable]: [0, 2181, 1173, 2198]
- line-text[interactable]: IGYtSathM.E116.Wavve.e-subs.x265.720p-SiN.mkv [330 MB] - https://mega.nz/file/VjBVnAja#cbSqMC6me4XxdLLLZmcO9-BBTnpIcdVd0gqOrg4n0: [38, 2060, 1132, 2077]
- line-text[interactable]: IGYtSathM.E065.Wavve.e-subs.x265.720p-SiN.mkv [411 MB] - https://mega.nz/file/83AVFbQa#AutfHmom_0bGcBJMTwubAgIybSD0oR0lA3PoVvYSlJ0: [38, 1178, 1149, 1195]
- line-number: 76: [12, 1300, 28, 1316]
- line-number: 48: [12, 815, 28, 831]
- line-number: 103: [5, 1767, 28, 1783]
- text-line[interactable]: [0, 1974, 1173, 1991]
- text-line[interactable]: [0, 763, 1173, 780]
- text-line[interactable]: [0, 1368, 1173, 1385]
- text-line[interactable]: [0, 2095, 1173, 2112]
- text-line[interactable]: [0, 1593, 1173, 1610]
- text-line[interactable]: [0, 694, 1173, 711]
- line-text[interactable]: IGYtSathM.E125.Wavve.e-subs.x265.720p-SiN.mkv [362 MB] - https://mega.nz/file/BjU19Yg8#GgIMLtCscbkHXgdF7X9ZqF7cerikSt1SUreULXvvOs: [38, 2216, 1140, 2232]
- line-number: 15: [12, 245, 28, 261]
- text-line[interactable]: [0, 1213, 1173, 1230]
- text-line[interactable]: [0, 1957, 1173, 1974]
- text-line[interactable]: [0, 642, 1173, 659]
- text-line[interactable]: [0, 2078, 1173, 2095]
- line-text[interactable]: IGYtSathM.E018.Wavve.e-subs.x265.720p-SiN.mkv [357 MB] - https://mega.nz/file/t3ozRDiA#YCKmd5nBARPRKwxSz15ojDPnllnQwYYTibG18AoFoZc: [38, 365, 1149, 382]
- line-text[interactable]: IGYtSathM.E128.Wavve.e-subs.x265.720p-SiN.mkv [357 MB] - https://mega.nz/file/p75kVZTR#vToCmXVjtxe1PbUuI7XrWgnjXzxeetWDgMKq_LYZFtJB08: [38, 2267, 1175, 2284]
- line-number: 126: [5, 2165, 28, 2181]
- text-line[interactable]: [0, 2285, 1183, 2302]
- line-text[interactable]: IGYtSathM.E082.Wavve.e-subs.x265.720p-SiN.mkv [293 MB] - https://mega.nz/file/NvAzUKAD#n0BkVcwjsht7mIrACwykY1kNOOBMVisVhLgFftpbG30: [38, 1472, 1149, 1489]
- text-line[interactable]: [0, 261, 1173, 278]
- line-text[interactable]: IGYtSathM.E070.Wavve.e-subs.x265.720p-SiN.mkv [447 MB] - https://mega.nz/file/NvSU0HKZ#jOB2ZO4Vaxu5ZFNzTEqnS9zsP34P1U6fakHvEDc7Uw: [38, 1264, 1140, 1281]
- line-text[interactable]: IGYtSathM.E066.Wavve.e-subs.x265.720p-SiN.mkv [341 MB] - https://mega.nz/file/sywEFRAI#DDAUBou3ff81mICRKyHA-54c9-vHaIXciya8hMO1FrU: [38, 1195, 1149, 1212]
- line-text[interactable]: IGYtSathM.E113.Wavve.e-subs.x265.720p-SiN.mkv [348 MB] - https://mega.nz/file/djYDHaAK#Ft-KhJO4MnuHWjNpMaY4DRSRI-5FMcEu0jT8JM5WHE: [38, 2008, 1140, 2025]
- text-line[interactable]: [0, 1299, 1173, 1316]
- line-text[interactable]: IGYtSathM.E005.Wavve.e-subs.x265.720p-SiN.mkv [364 MB] - https://mega.nz/file/Av5GGAxb#QVgpmQSzoG9Hlv8Zfq8zQ8ULCWUA0reqlHwKnU4g1Ow: [38, 140, 1149, 157]
- text-line[interactable]: [0, 1922, 1173, 1939]
- text-line[interactable]: [0, 1749, 1173, 1766]
- line-text[interactable]: IGYtSathM.E026.Wavve.e-subs.x265.720p-SiN.mkv [417 MB] - https://mega.nz/file/5i5C1ZLK#X_5C3XyLWdOJNL4UM5F52mvgjE3F44QoGN9AhCRK668: [38, 503, 1149, 520]
- text-line[interactable]: [0, 313, 1173, 330]
- text-line[interactable]: [0, 1697, 1173, 1714]
- line-text[interactable]: IGYtSathM.E027.Wavve.e-subs.x265.720p-SiN.mkv [405 MB] - https://mega.nz/file/gZQwgRYQ#db-lX_-YW0Be7tiRXb24ymqWS-Y9VJSsfmUCafZycJY: [38, 520, 1149, 537]
- text-line[interactable]: [0, 1351, 1173, 1368]
- line-text[interactable]: IGYtSathM.E057.Wavve.e-subs.x265.720p-SiN.mkv [342 MB] - https://mega.nz/file/wnxUUA4Z#HO_LMQ3696f4XqLE20yY87ZQKi58UVNsns2kLOsnBBg: [38, 1039, 1149, 1056]
- line-text[interactable]: IGYtSathM.E088.Wavve.e-subs.x265.720p-SiN.mkv [344 MB] - https://mega.nz/file/x7zUoDAyT#08_pAxRqyfPxRDhi4i3SRRYEdCG-WTAR_BPX1DkUszg: [38, 1576, 1157, 1593]
- text-line[interactable]: [0, 1663, 1173, 1680]
- text-line[interactable]: [0, 1317, 1173, 1334]
- line-text[interactable]: IGYtSathM.E103.Wavve.e-subs.x265.720p-SiN.mkv [360 MB] - https://mega.nz/file/Mip1jDYJ#2aRImSBlZ8CaiDK8VNsG7rTuaeT_agSPvKvlYsPkMnA: [38, 1835, 1149, 1852]
- line-text[interactable]: IGYtSathM.E071.Wavve.e-subs.x265.720p-SiN.mkv [356 MB] - https://mega.nz/file/t3oTUIoR#IrIZ1KSzSEottuZMdZTgMcD3WekD81H8vq2jkcTD9fs: [38, 1281, 1149, 1298]
- text-line[interactable]: [0, 919, 1173, 936]
- text-line[interactable]: [0, 2233, 1173, 2250]
- text-line[interactable]: [0, 71, 1173, 88]
- line-number: 112: [5, 1922, 28, 1938]
- text-line[interactable]: [0, 1732, 1173, 1749]
- text-line[interactable]: [0, 2199, 1173, 2216]
- line-number: 78: [12, 1334, 28, 1350]
- line-number: 16: [12, 262, 28, 278]
- text-line[interactable]: [0, 936, 1173, 953]
- text-line[interactable]: [0, 1040, 1173, 1057]
- line-text[interactable]: IGYtSathM.E118.Wavve.e-subs.x265.720p-SiN.mkv [299 MB] - https://mega.nz/file/43gU3TDQ#kY8pb314IKMCSqEauT3n-OlCG6_4MpSVIiYO6I5z5EA: [38, 2094, 1149, 2111]
- line-text[interactable]: IGYtSathM.E048.Wavve.e-subs.x265.720p-SiN.mkv [350 MB] - https://mega.nz/file/MyAwnByD#o9xuIY3zG74NzbhDnfg14SyEctRr3zN2AKA6RUZ0v2I: [38, 884, 1149, 901]
- line-text[interactable]: IGYtSathM.E085.Wavve.e-subs.x265.720p-SiN.mkv [345 MB] - https://mega.nz/file/VzpEFDiQ#MNVhcva7DwM9NjNSnFzCt0jpbjQan31WDqL_yjTSzuw: [38, 1524, 1149, 1541]
- text-line[interactable]: [0, 158, 1173, 175]
- line-text[interactable]: IGYtSathM.E072.Wavve.e-subs.x265.720p-SiN.mkv [341 MB] - https://mega.nz/file/UrZ3WBAJ#DS9TjJAHdSm2VmBbsgO5foYIgWzol9zV4zV8mTzULHw: [38, 1299, 1149, 1316]
- line-text[interactable]: IGYtSathM.E063.Wavve.e-subs.x265.720p-SiN.mkv [392 MB] - https://mega.nz/file/oZJhzDDK#n08ClZFAp6tbDP45JPTBL0Zw2HSgqj-xBdqW7QKNMc: [38, 1143, 1140, 1160]
- line-text[interactable]: IGYtSathM.E106.Wavve.e-subs.x265.720p-SiN.mkv [352 MB] - https://mega.nz/file/Q3Y1WJBC#SGtNOmCt49oFefE_ZJmvlhn4Q4X5_dgaSbbKxQTGYo: [38, 1887, 1140, 1904]
- text-line[interactable]: [0, 728, 1173, 745]
- line-text[interactable]: IGYtSathM.E036.Wavve.e-subs.x265.720p-SiN.mkv [351 MB] - https://mega.nz/file/p2JUHA7K#pV5hLtocZSM01BqfUdsGcrysLnyDDekJx-oaeazZOfc: [38, 676, 1149, 693]
- text-line[interactable]: [0, 37, 1173, 54]
- line-text[interactable]: IGYtSathM.E003.Wavve.e-subs.x265.720p-SiN.mkv [453 MB] - https://mega.nz/file/hzoGTBpD#g3yPFaOGmzqCQ9bkxM9J4m5LlCrearOTZ-GJouuQArk: [38, 105, 1149, 122]
- text-line[interactable]: [0, 1438, 1173, 1455]
- line-text[interactable]: IGYtSathM.E114.Wavve.e-subs.x265.720p-SiN.mkv [322 MB] - https://mega.nz/file/dqQxXA7A#EBDLRgcLBti1rU8BQY3IIACj7FtJLvLaX365UUN_TUs: [38, 2025, 1149, 2042]
- line-text[interactable]: IGYtSathM.E093.Wavve.e-subs.x265.720p-SiN.mkv [369 MB] - https://mega.nz/file/0qQByZ7D#CcTa4_RJjAkFLiVB1ts92W5POKEgupgQEtohKNQ4Oz8: [38, 1662, 1149, 1679]
- line-number: 59: [12, 1006, 28, 1022]
- line-text[interactable]: IGYtSathM.E038.Wavve.e-subs.x265.720p-SiN.mkv [373 MB] - https://mega.nz/file/kzwEGDqY#J7xi1FmTZjA1_CHaBiabNAJHTchWH7pwrZxcf3vEtR0: [38, 711, 1149, 728]
- text-line[interactable]: [0, 54, 1173, 71]
- line-text[interactable]: IGYtSathM.E055.Wavve.e-subs.x265.720p-SiN.mkv [384 MB] - https://mega.nz/file/ZuhCwBTK#ugTOW5R25BZt5W2AagU310372rC-9c6UU3MO15V8QbU: [38, 1005, 1149, 1022]
- line-number: 56: [12, 954, 28, 970]
- line-number: 85: [12, 1455, 28, 1471]
- text-line[interactable]: [0, 296, 1173, 313]
- text-line[interactable]: [0, 1230, 1173, 1247]
